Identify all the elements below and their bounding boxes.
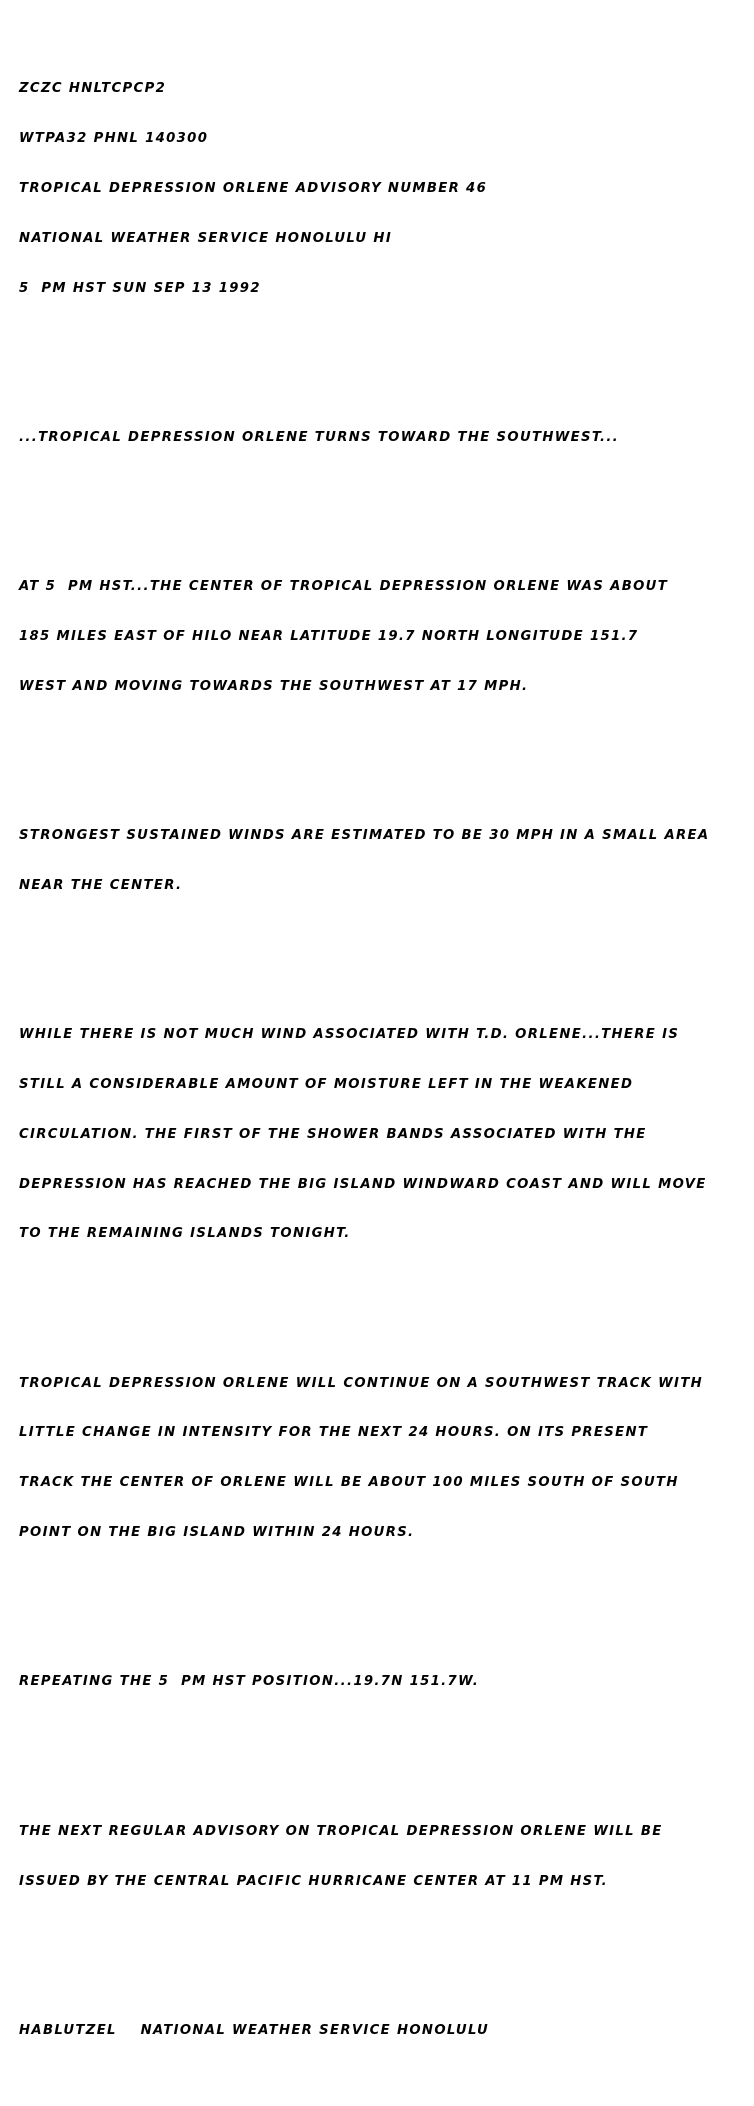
text-line: DEPRESSION HAS REACHED THE BIG ISLAND WINDWARD COAST AND WILL MOVE [19,1176,707,1192]
header-line-wmo-id: ZCZC HNLTCPCP2 [19,81,167,97]
text-line: THE NEXT REGULAR ADVISORY ON TROPICAL DEPRESSION ORLENE WILL BE [19,1823,663,1839]
position-paragraph [19,546,739,729]
text-line: REPEATING THE 5 PM HST POSITION...19.7N 151.7W. [19,1674,480,1690]
repeat-position-paragraph [19,1641,739,1724]
moisture-paragraph [19,994,739,1276]
text-line: WEST AND MOVING TOWARDS THE SOUTHWEST AT 17 MPH. [19,678,529,694]
text-line: ISSUED BY THE CENTRAL PACIFIC HURRICANE CENTER AT 11 PM HST. [19,1873,608,1889]
header-line-office: NATIONAL WEATHER SERVICE HONOLULU HI [19,230,393,246]
text-line: STILL A CONSIDERABLE AMOUNT OF MOISTURE LEFT IN THE WEAKENED [19,1077,634,1092]
text-line: 185 MILES EAST OF HILO NEAR LATITUDE 19.7 NORTH LONGITUDE 151.7 [19,628,639,644]
forecast-paragraph [19,1343,739,1575]
text-line: POINT ON THE BIG ISLAND WITHIN 24 HOURS. [19,1525,415,1541]
text-line: LITTLE CHANGE IN INTENSITY FOR THE NEXT 24 HOURS. ON ITS PRESENT [19,1425,649,1441]
text-line: AT 5 PM HST...THE CENTER OF TROPICAL DEPRESSION ORLENE WAS ABOUT [19,579,669,595]
header-line-awips-id: WTPA32 PHNL 140300 [19,131,209,147]
header-block [19,48,739,330]
winds-paragraph [19,795,739,928]
header-line-title: TROPICAL DEPRESSION ORLENE ADVISORY NUMBER 46 [19,180,488,196]
next-advisory-paragraph [19,1791,739,1924]
text-line: TRACK THE CENTER OF ORLENE WILL BE ABOUT 100 MILES SOUTH OF SOUTH [19,1475,679,1491]
text-line: STRONGEST SUSTAINED WINDS ARE ESTIMATED TO BE 30 MPH IN A SMALL AREA [19,828,710,844]
header-line-issue-time: 5 PM HST SUN SEP 13 1992 [19,280,261,296]
headline-line: ...TROPICAL DEPRESSION ORLENE TURNS TOWARD THE SOUTHWEST... [19,429,620,445]
text-line: CIRCULATION. THE FIRST OF THE SHOWER BANDS ASSOCIATED WITH THE [19,1126,647,1142]
advisory-document [19,15,739,2106]
text-line: WHILE THERE IS NOT MUCH WIND ASSOCIATED WITH T.D. ORLENE...THERE IS [19,1027,680,1043]
text-line: NEAR THE CENTER. [19,877,183,893]
signature-line: HABLUTZEL NATIONAL WEATHER SERVICE HONOLULU [19,2022,490,2038]
signature-block [19,1990,739,2073]
text-line: TROPICAL DEPRESSION ORLENE WILL CONTINUE ON A SOUTHWEST TRACK WITH [19,1375,704,1391]
text-line: TO THE REMAINING ISLANDS TONIGHT. [19,1226,351,1242]
headline-block [19,397,739,480]
